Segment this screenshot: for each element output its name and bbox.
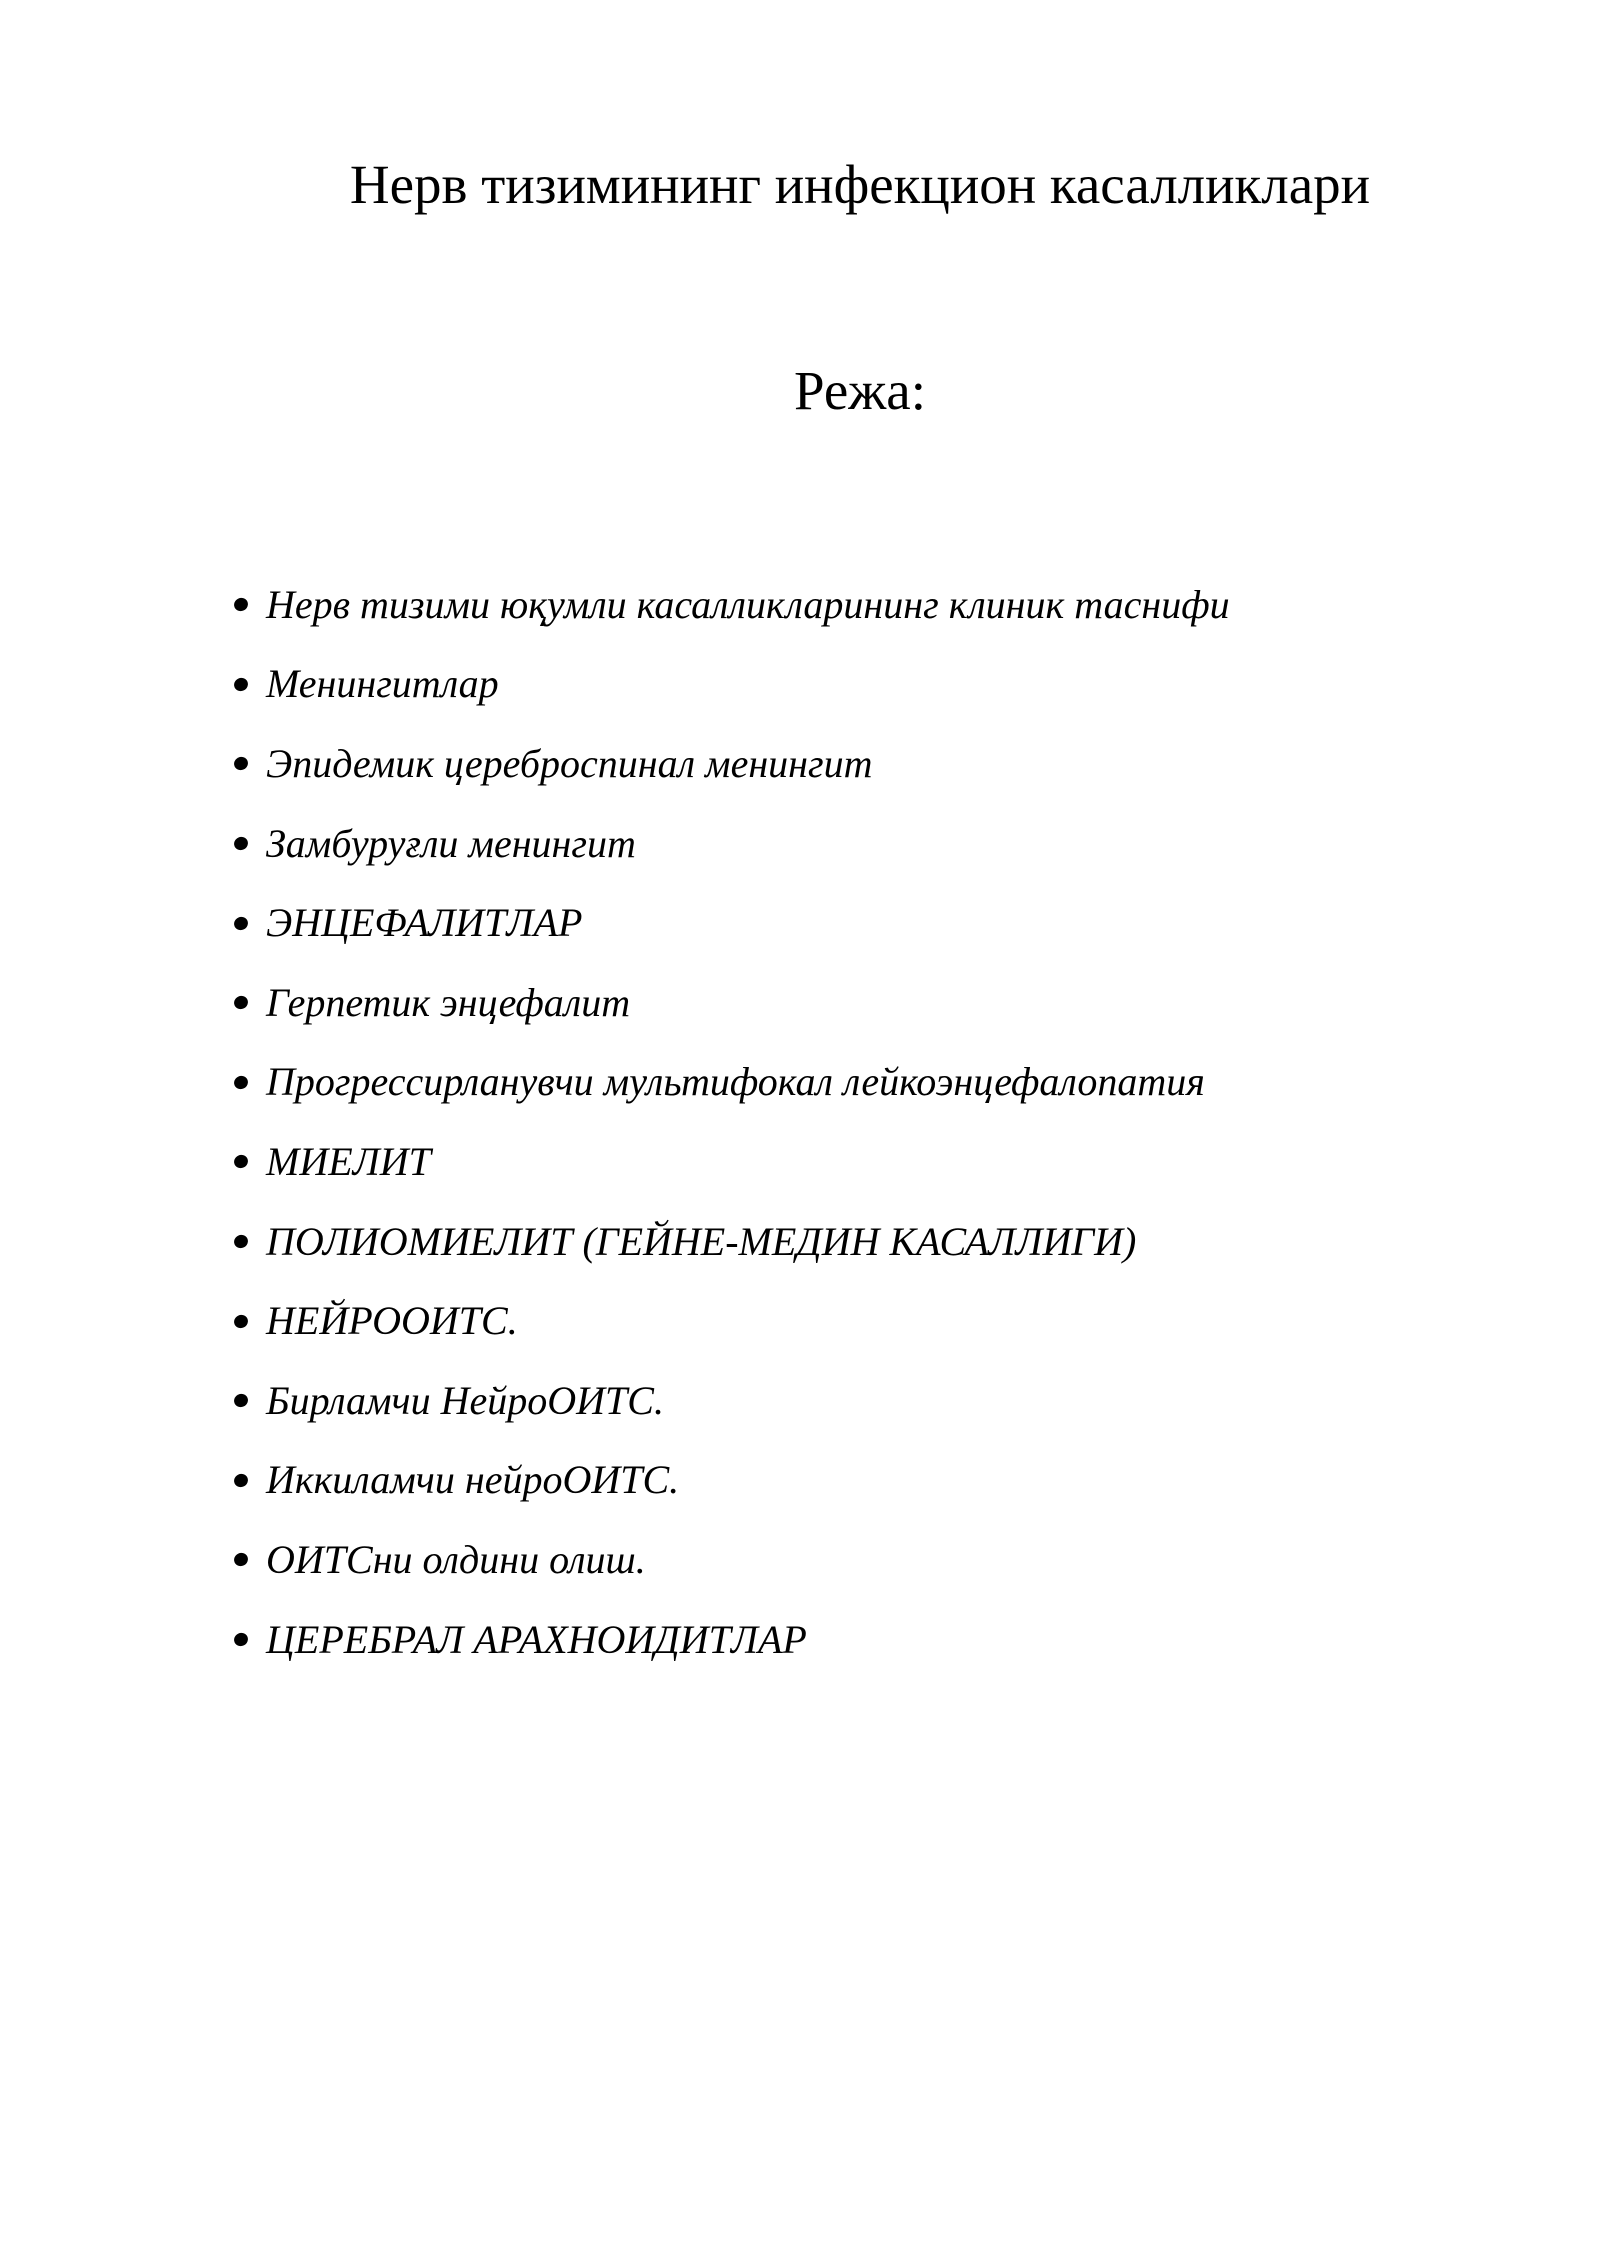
plan-list xyxy=(234,565,1434,1679)
bullet-icon xyxy=(232,1551,250,1569)
plan-list-item xyxy=(234,883,1434,963)
bullet-icon xyxy=(232,1631,250,1649)
plan-item-text: Прогрессирланувчи мультифокал лейкоэнцефалопатия xyxy=(266,1059,1205,1105)
bullet-icon xyxy=(232,994,250,1012)
bullet-icon xyxy=(232,596,250,614)
plan-item-text: Нерв тизими юқумли касалликларининг клиник таснифи xyxy=(266,581,1230,627)
plan-list-item xyxy=(234,1281,1434,1361)
bullet-icon xyxy=(232,1312,250,1330)
document-title: Нерв тизимининг инфекцион касалликлари xyxy=(349,154,1371,215)
plan-item-text: Эпидемик цереброспинал менингит xyxy=(266,740,873,786)
plan-list-item xyxy=(234,1361,1434,1441)
plan-item-text: Замбуруғли менингит xyxy=(266,820,636,866)
bullet-icon xyxy=(232,1233,250,1251)
plan-heading: Режа: xyxy=(794,360,926,421)
plan-item-text: Иккиламчи нейроОИТС. xyxy=(266,1457,680,1503)
bullet-icon xyxy=(232,1392,250,1410)
bullet-icon xyxy=(232,835,250,853)
plan-list-item xyxy=(234,1441,1434,1521)
plan-item-text: НЕЙРООИТС. xyxy=(266,1298,518,1344)
plan-list-item xyxy=(234,1600,1434,1680)
plan-list-item xyxy=(234,1043,1434,1123)
plan-list-item xyxy=(234,565,1434,645)
plan-list-item xyxy=(234,645,1434,725)
plan-list-item xyxy=(234,1202,1434,1282)
bullet-icon xyxy=(232,755,250,773)
plan-list-item xyxy=(234,1122,1434,1202)
plan-item-text: Менингитлар xyxy=(266,661,499,707)
bullet-icon xyxy=(232,1074,250,1092)
bullet-icon xyxy=(232,676,250,694)
plan-item-text: МИЕЛИТ xyxy=(266,1138,431,1184)
plan-list-item xyxy=(234,724,1434,804)
plan-list-item xyxy=(234,1520,1434,1600)
plan-list-item xyxy=(234,963,1434,1043)
bullet-icon xyxy=(232,1153,250,1171)
plan-item-text: ЭНЦЕФАЛИТЛАР xyxy=(266,900,583,946)
plan-item-text: ЦЕРЕБРАЛ АРАХНОИДИТЛАР xyxy=(266,1616,807,1662)
bullet-icon xyxy=(232,914,250,932)
bullet-icon xyxy=(232,1471,250,1489)
plan-list-item xyxy=(234,804,1434,884)
plan-item-text: Герпетик энцефалит xyxy=(266,979,631,1025)
plan-item-text: ПОЛИОМИЕЛИТ (ГЕЙНЕ-МЕДИН КАСАЛЛИГИ) xyxy=(266,1218,1137,1264)
plan-item-text: Бирламчи НейроОИТС. xyxy=(266,1377,664,1423)
plan-item-text: ОИТСни олдини олиш. xyxy=(266,1536,646,1582)
